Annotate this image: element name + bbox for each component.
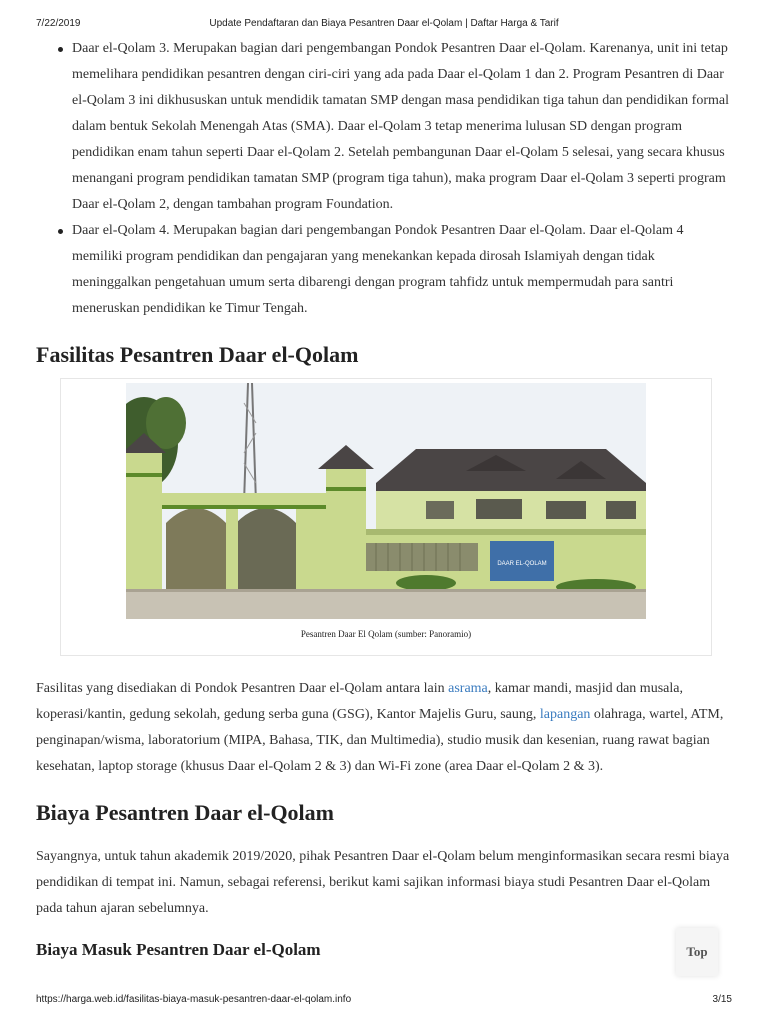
- list-item: Daar el-Qolam 4. Merupakan bagian dari pengembangan Pondok Pesantren Daar el-Qolam. Daar el-Qolam 4 memiliki program pendidikan dan pengajaran yang menekankan kepada dirosah Islamiyah dengan tidak meninggalkan pengetahuan umum serta dibarengi dengan program tahfidz untuk mempermudah para santri meneruskan pendidikan ke Timur Tengah.: [72, 218, 732, 322]
- list-item: Daar el-Qolam 3. Merupakan bagian dari pengembangan Pondok Pesantren Daar el-Qolam. Karenanya, unit ini tetap memelihara pendidikan pesantren dengan ciri-ciri yang ada pada Daar el-Qolam 1 dan 2. Program Pesantren di Daar el-Qolam 3 ini dikhususkan untuk mendidik tamatan SMP dengan masa pendidikan tiga tahun dan pendidikan formal dalam bentuk Sekolah Menengah Atas (SMA). Daar el-Qolam 3 tetap menerima lulusan SD dengan program pendidikan enam tahun seperti Daar el-Qolam 2. Setelah pembangunan Daar el-Qolam 5 selesai, yang secara khusus menangani program pendidikan tamatan SMP (program tiga tahun), maka program Daar el-Qolam 3 seperti program Daar el-Qolam 2, dengan tambahan program Foundation.: [72, 36, 732, 218]
- print-header: [0, 0, 768, 28]
- print-footer: [0, 990, 768, 1010]
- print-date: 7/22/2019: [36, 18, 81, 29]
- section-heading-biaya: Biaya Pesantren Daar el-Qolam: [36, 800, 334, 825]
- link-lapangan[interactable]: lapangan: [539, 707, 591, 722]
- section-heading-fasilitas: Fasilitas Pesantren Daar el-Qolam: [36, 342, 359, 367]
- fasilitas-text-1: Fasilitas yang disediakan di Pondok Pesantren Daar el-Qolam antara lain: [36, 681, 449, 696]
- print-title: Update Pendaftaran dan Biaya Pesantren Daar el-Qolam | Daftar Harga & Tarif: [209, 18, 559, 29]
- fasilitas-paragraph: [36, 676, 732, 780]
- pesantren-photo: [126, 383, 646, 619]
- subheading-biaya-masuk: Biaya Masuk Pesantren Daar el-Qolam: [36, 940, 321, 959]
- fasilitas-text-3: olahraga, wartel, ATM, penginapan/wisma, laboratorium (MIPA, Bahasa, TIK, dan Multimedia), studio musik dan kesenian, ruang rawat bagian kesehatan, laptop storage (khusus Daar el-Qolam 2 & 3) dan Wi-Fi zone (area Daar el-Qolam 2 & 3).: [36, 707, 724, 774]
- biaya-paragraph: Sayangnya, untuk tahun akademik 2019/2020, pihak Pesantren Daar el-Qolam belum menginformasikan secara resmi biaya pendidikan di tempat ini. Namun, sebagai referensi, berikut kami sajikan informasi biaya studi Pesantren Daar el-Qolam pada tahun ajaran sebelumnya.: [36, 849, 730, 916]
- page-number: 3/15: [712, 994, 732, 1005]
- article-content: [36, 36, 732, 962]
- print-url: https://harga.web.id/fasilitas-biaya-masuk-pesantren-daar-el-qolam.info: [36, 994, 352, 1005]
- back-to-top-button[interactable]: Top: [676, 928, 718, 976]
- photo-figure: [60, 378, 712, 656]
- fasilitas-text-2: , kamar mandi, masjid dan musala, koperasi/kantin, gedung sekolah, gedung serba guna (GSG), Kantor Majelis Guru, saung,: [36, 681, 683, 722]
- link-asrama[interactable]: asrama: [448, 681, 488, 696]
- photo-caption: Pesantren Daar El Qolam (sumber: Panoramio): [300, 629, 472, 639]
- sign-board-text: DAAR EL-QOLAM: [497, 561, 547, 567]
- unit-list: [36, 36, 732, 322]
